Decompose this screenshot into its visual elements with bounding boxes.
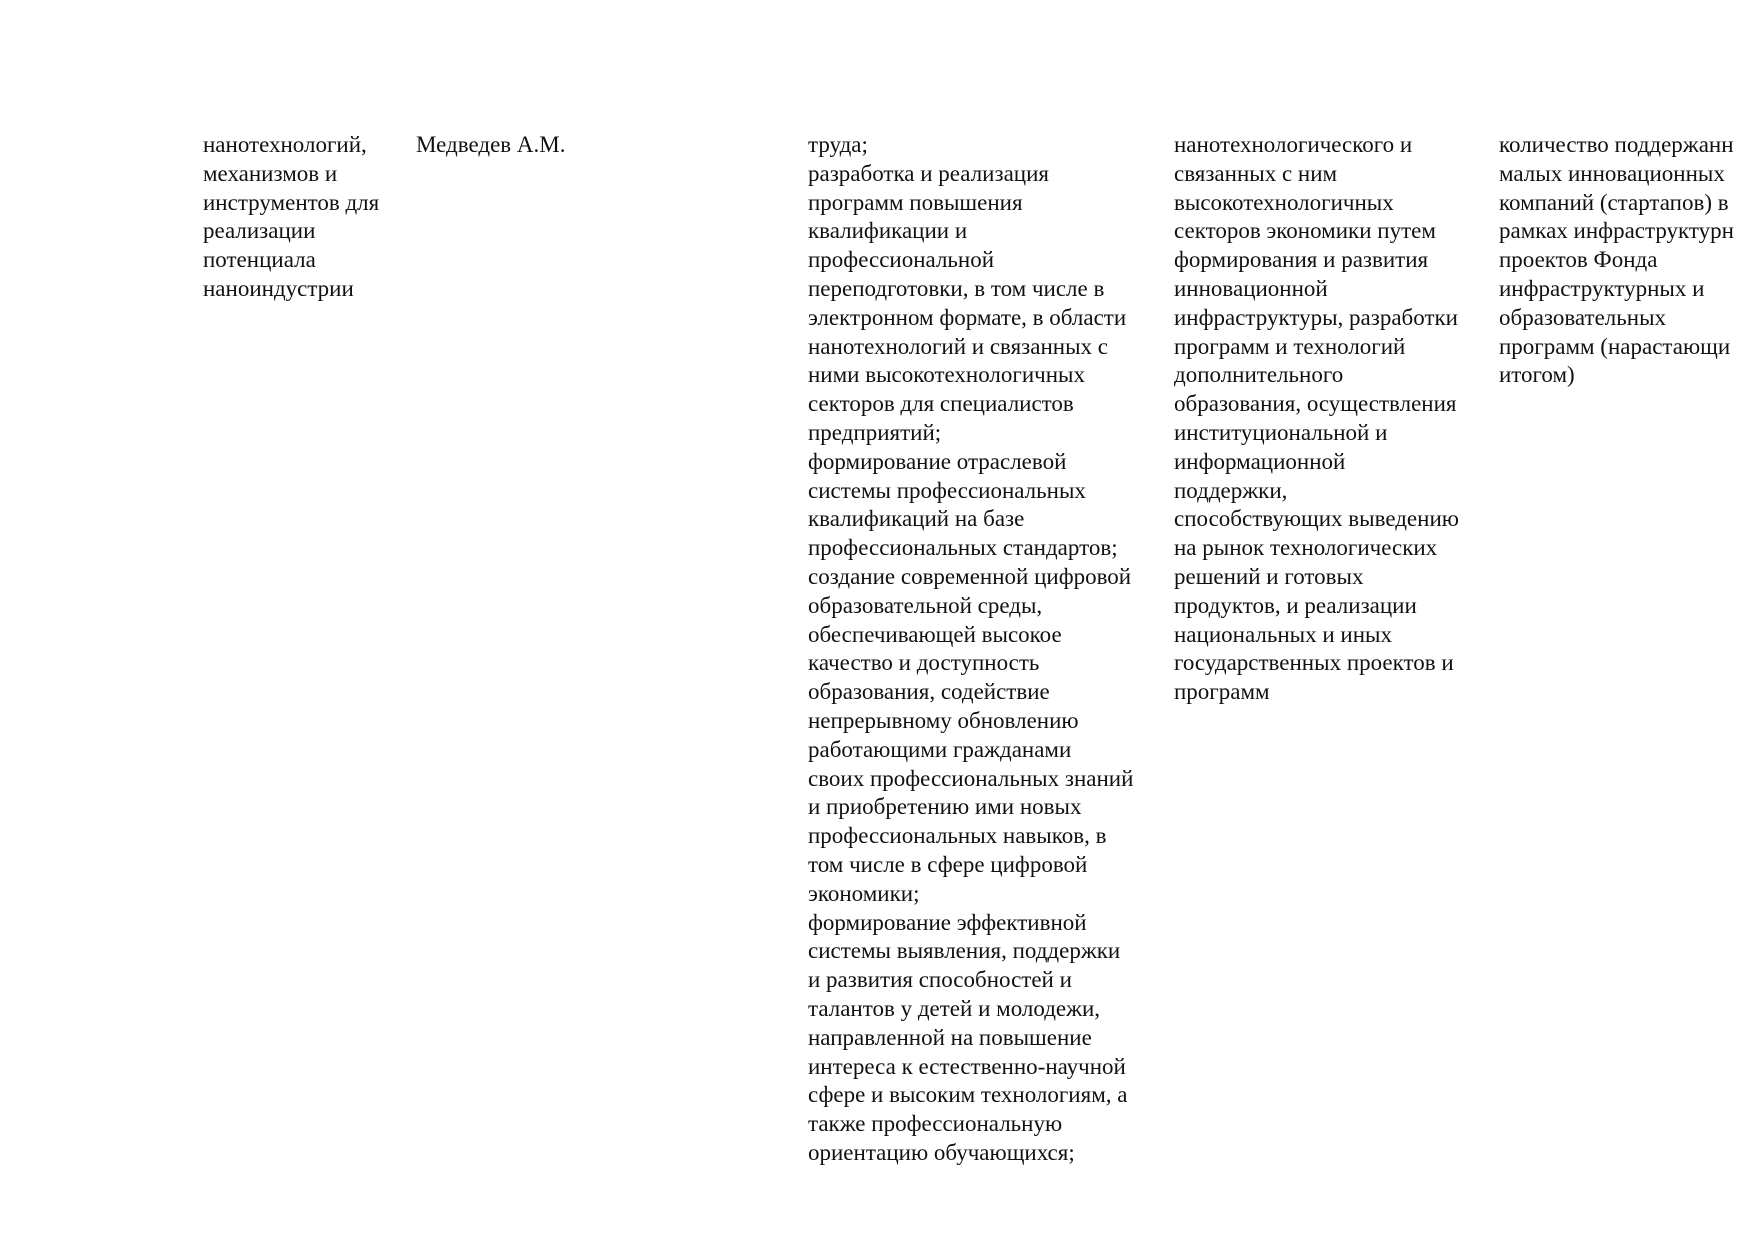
cell-text-line: ориентацию обучающихся; [808, 1139, 1075, 1165]
cell-text-line: количество поддержанн [1499, 132, 1734, 157]
cell-text-line: механизмов и [203, 160, 338, 186]
indicator-cell [1499, 131, 1734, 390]
cell-text-line: том числе в сфере цифровой [808, 851, 1088, 877]
cell-text-line: программ (нарастающи [1499, 333, 1731, 359]
cell-text-line: системы профессиональных [808, 477, 1086, 503]
cell-text-line: переподготовки, в том числе в [808, 275, 1105, 301]
cell-text-line: качество и доступность [808, 650, 1040, 676]
cell-text-line: программ повышения [808, 189, 1023, 215]
cell-text-line: образования, содействие [808, 679, 1050, 705]
cell-text-line: ними высокотехнологичных [808, 362, 1085, 388]
cell-text-line: решений и готовых [1174, 563, 1364, 589]
objective-cell [203, 131, 379, 304]
cell-text-line: секторов экономики путем [1174, 218, 1436, 244]
cell-text-line: итогом) [1499, 362, 1575, 388]
cell-text-line: инновационной [1174, 275, 1328, 301]
cell-text-line: институциональной и [1174, 419, 1388, 445]
cell-text-line: труда; [808, 132, 868, 157]
cell-text-line: реализации [203, 218, 316, 244]
cell-text-line: инструментов для [203, 189, 380, 215]
cell-text-line: направленной на повышение [808, 1024, 1092, 1050]
cell-text-line: наноиндустрии [203, 275, 354, 301]
cell-text-line: компаний (стартапов) в [1499, 189, 1729, 215]
cell-text-line: государственных проектов и [1174, 650, 1454, 676]
cell-text-line: инфраструктурных и [1499, 275, 1705, 301]
cell-text-line: предприятий; [808, 419, 942, 445]
cell-text-line: поддержки, [1174, 477, 1288, 503]
cell-text-line: также профессиональную [808, 1111, 1063, 1137]
cell-text-line: секторов для специалистов [808, 391, 1074, 417]
cell-text-line: Медведев А.М. [416, 132, 566, 157]
cell-text-line: информационной [1174, 448, 1346, 474]
cell-text-line: талантов у детей и молодежи, [808, 995, 1101, 1021]
cell-text-line: связанных с ним [1174, 160, 1338, 186]
cell-text-line: рамках инфраструктурн [1499, 218, 1734, 244]
cell-text-line: интереса к естественно-научной [808, 1053, 1126, 1079]
cell-text-line: экономики; [808, 880, 920, 906]
cell-text-line: образовательной среды, [808, 592, 1043, 618]
cell-text-line: нанотехнологического и [1174, 132, 1413, 157]
cell-text-line: и развития способностей и [808, 967, 1072, 993]
cell-text-line: электронном формате, в области [808, 304, 1127, 330]
cell-text-line: создание современной цифровой [808, 563, 1132, 589]
cell-text-line: работающими гражданами [808, 736, 1072, 762]
cell-text-line: нанотехнологий и связанных с [808, 333, 1108, 359]
cell-text-line: профессиональной [808, 247, 995, 273]
cell-text-line: дополнительного [1174, 362, 1344, 388]
cell-text-line: своих профессиональных знаний [808, 765, 1134, 791]
cell-text-line: потенциала [203, 247, 316, 273]
cell-text-line: квалификаций на базе [808, 506, 1025, 532]
cell-text-line: квалификации и [808, 218, 968, 244]
cell-text-line: профессиональных стандартов; [808, 535, 1118, 561]
cell-text-line: сфере и высоким технологиям, а [808, 1082, 1128, 1108]
cell-text-line: образовательных [1499, 304, 1667, 330]
cell-text-line: профессиональных навыков, в [808, 823, 1107, 849]
cell-text-line: непрерывному обновлению [808, 707, 1079, 733]
tasks-cell [808, 131, 1133, 1168]
cell-text-line: формирование отраслевой [808, 448, 1067, 474]
cell-text-line: разработка и реализация [808, 160, 1049, 186]
cell-text-line: проектов Фонда [1499, 247, 1658, 273]
cell-text-line: нанотехнологий, [203, 132, 367, 157]
cell-text-line: образования, осуществления [1174, 391, 1457, 417]
cell-text-line: способствующих выведению [1174, 506, 1459, 532]
expected-results-cell [1174, 131, 1459, 707]
cell-text-line: и приобретению ими новых [808, 794, 1082, 820]
cell-text-line: формирование эффективной [808, 909, 1087, 935]
cell-text-line: инфраструктуры, разработки [1174, 304, 1458, 330]
responsible-cell [416, 131, 565, 160]
cell-text-line: на рынок технологических [1174, 535, 1438, 561]
cell-text-line: формирования и развития [1174, 247, 1429, 273]
cell-text-line: обеспечивающей высокое [808, 621, 1062, 647]
cell-text-line: малых инновационных [1499, 160, 1725, 186]
cell-text-line: высокотехнологичных [1174, 189, 1394, 215]
cell-text-line: программ и технологий [1174, 333, 1406, 359]
cell-text-line: программ [1174, 679, 1270, 705]
cell-text-line: системы выявления, поддержки [808, 938, 1121, 964]
cell-text-line: продуктов, и реализации [1174, 592, 1417, 618]
cell-text-line: национальных и иных [1174, 621, 1392, 647]
